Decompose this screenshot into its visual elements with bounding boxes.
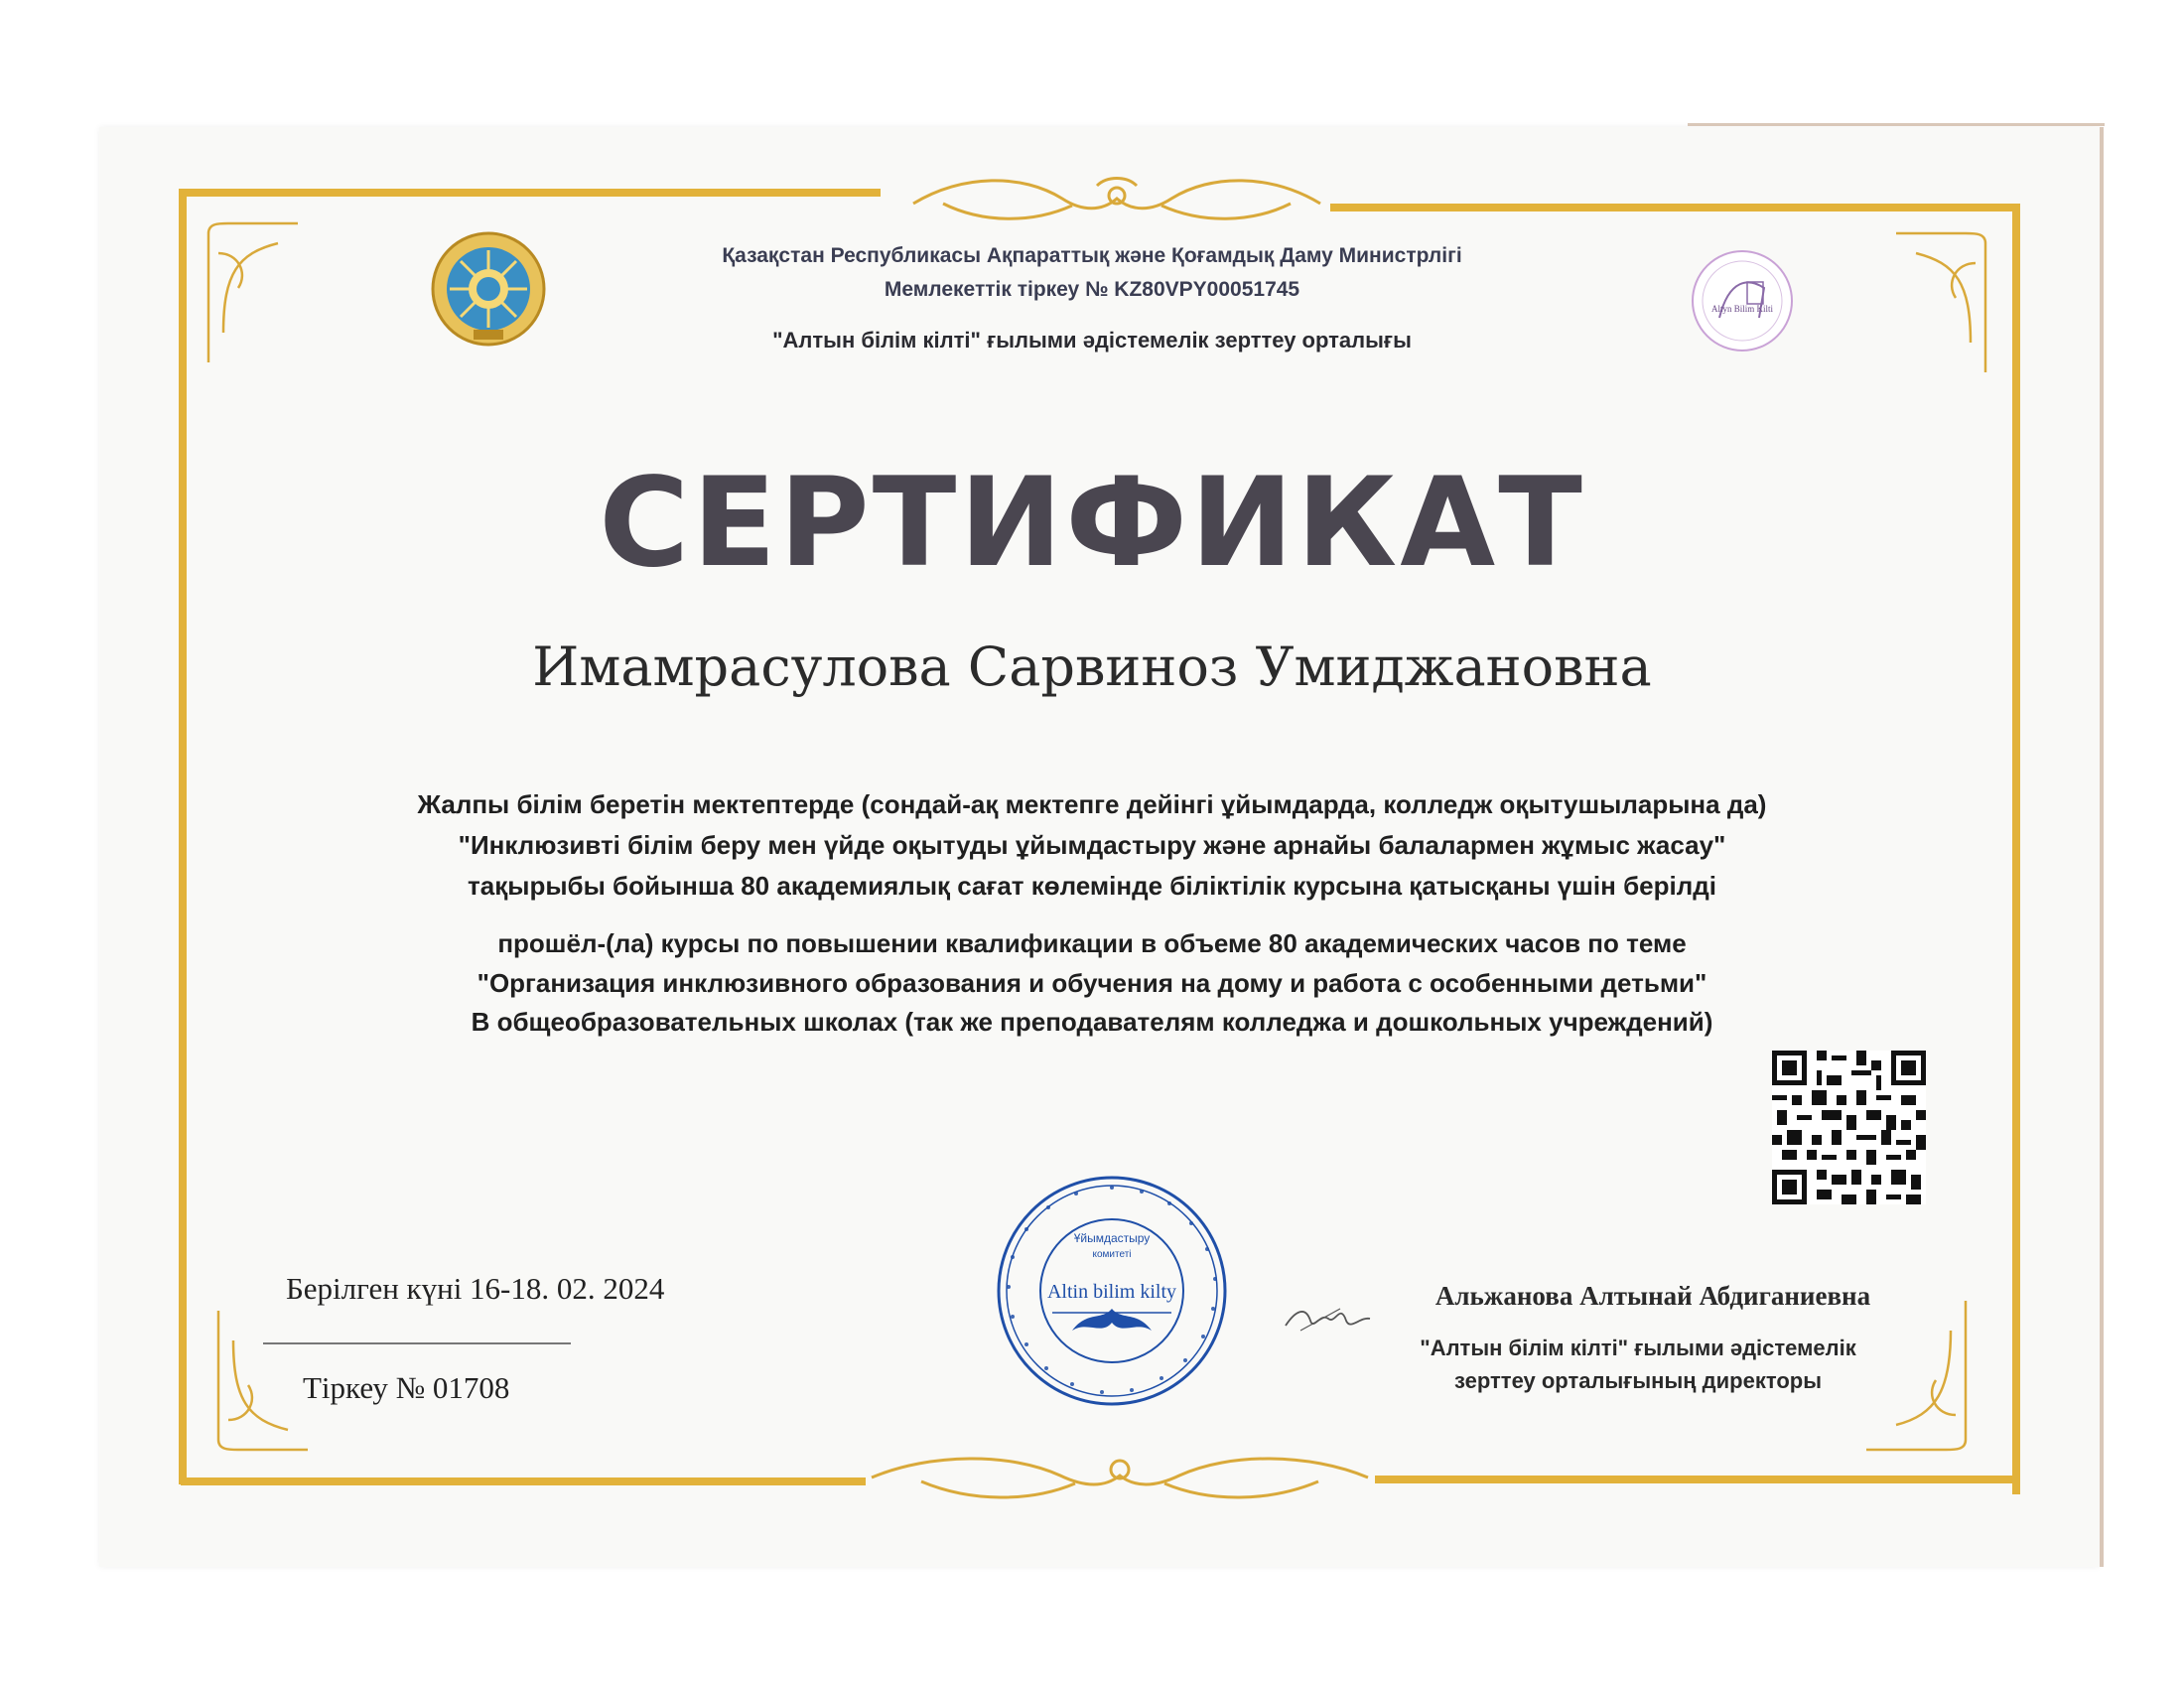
issue-date-underline (263, 1342, 571, 1344)
bottom-ornament (862, 1448, 1378, 1507)
stamp-top-text: Ұйымдастыру (1073, 1231, 1151, 1245)
body-kz-line-2: "Инклюзивті білім беру мен үйде оқытуды ұйымдастыру және арнайы балалармен жұмыс жасау" (458, 830, 1726, 860)
body-kz-line-3: тақырыбы бойынша 80 академиялық сағат көлемінде біліктілік курсына қатысқаны үшін берілді (468, 871, 1716, 901)
paper-edge-top (1688, 123, 2105, 126)
ministry-line: Қазақстан Республикасы Ақпараттық және Қоғамдық Даму Министрлігі (722, 244, 1462, 267)
corner-flourish-top-right (1886, 223, 1995, 382)
body-ru-line-3: В общеобразовательных школах (так же преподавателям колледжа и дошкольных учреждений) (471, 1007, 1713, 1037)
organization-logo-text: Altyn Bilim Kilti (1710, 304, 1773, 314)
director-role-line-1: "Алтын білім кілті" ғылыми әдістемелік (1420, 1336, 1856, 1360)
corner-flourish-bottom-left (208, 1301, 318, 1460)
director-signature (1281, 1291, 1375, 1340)
body-kz-line-1: Жалпы білім беретін мектептерде (сондай-ақ мектепге дейінгі ұйымдарда, колледж оқытушыларына да) (417, 789, 1767, 819)
corner-flourish-top-left (199, 213, 308, 372)
state-registration-line: Мемлекеттік тіркеу № KZ80VPY00051745 (884, 278, 1300, 301)
qr-code (1772, 1051, 1926, 1204)
issue-date: Берілген күні 16-18. 02. 2024 (286, 1271, 665, 1306)
frame-bottom-right (1375, 1476, 2020, 1483)
director-role-line-2: зерттеу орталығының директоры (1454, 1368, 1822, 1393)
recipient-name: Имамрасулова Сарвиноз Умиджановна (532, 635, 1652, 698)
registration-number: Тіркеу № 01708 (303, 1370, 510, 1405)
body-ru-line-2: "Организация инклюзивного образования и обучения на дому и работа с особенными детьми" (477, 968, 1707, 998)
body-ru-line-1: прошёл-(ла) курсы по повышении квалификации в объеме 80 академических часов по теме (497, 928, 1687, 958)
frame-top-right (1330, 204, 2020, 211)
organization-logo-icon (1690, 248, 1795, 353)
state-emblem-icon (429, 230, 548, 348)
director-name: Альжанова Алтынай Абдиганиевна (1434, 1281, 1871, 1311)
top-ornament (903, 174, 1330, 233)
stamp-sub-text: комитеті (1092, 1249, 1132, 1260)
research-center-name: "Алтын білім кілті" ғылыми әдістемелік зерттеу орталығы (772, 328, 1412, 352)
stamp-center-text: Altin bilim kilty (1046, 1281, 1176, 1303)
frame-bottom-left (181, 1477, 866, 1485)
frame-top-left (181, 189, 881, 197)
certificate-title: СЕРТИФИКАТ (599, 452, 1585, 595)
